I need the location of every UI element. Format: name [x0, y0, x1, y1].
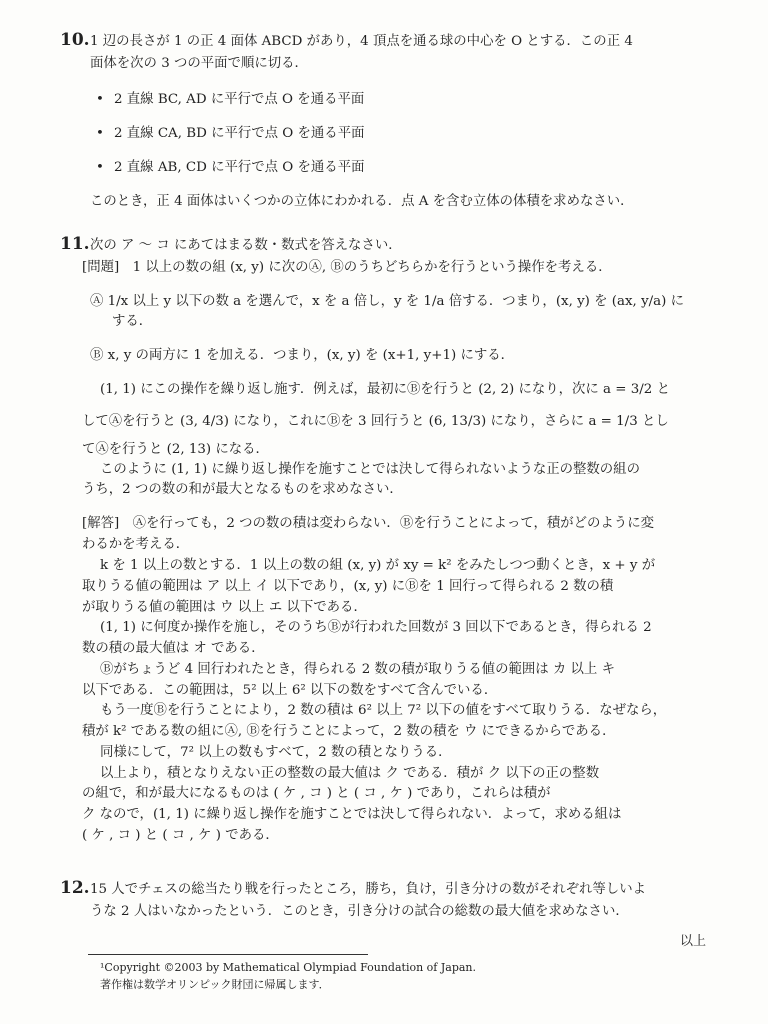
problem-10 [60, 28, 720, 212]
kaitou-line: の組で，和が最大になるものは ( ケ , コ ) と ( コ , ケ ) であり，これらは積が [82, 786, 551, 802]
kaitou-line: が取りうる値の範囲は ウ 以上 エ 以下である． [82, 599, 367, 615]
kaitou-line: 積が k² である数の組にⒶ, Ⓑを行うことによって，2 数の積を ウ にできるからである． [82, 724, 616, 740]
rights-text: 著作権は数学オリンピック財団に帰属します． [100, 977, 330, 991]
bullet-text: 2 直線 BC, AD に平行で点 O を通る平面 [114, 91, 365, 107]
kaitou-line: [解答] Ⓐを行っても，2 つの数の積は変わらない．Ⓑを行うことによって，積がどのように変 [82, 516, 654, 532]
operation-a-cont: する． [112, 313, 153, 329]
problem-text: 面体を次の 3 つの平面で順に切る． [90, 55, 308, 71]
kaitou-line: ク なので，(1, 1) に繰り返し操作を施すことでは決して得られない．よって，求める組は [82, 807, 622, 823]
problem-number: 11. [60, 234, 90, 254]
footnote [100, 960, 476, 993]
bullet-item: • 2 直線 BC, AD に平行で点 O を通る平面 [96, 91, 365, 107]
example-text: (1, 1) にこの操作を繰り返し施す．例えば，最初にⒷを行うと (2, 2) になり，次に a = 3/2 と [100, 381, 670, 397]
problem-text: 15 人でチェスの総当たり戦を行ったところ，勝ち，負け，引き分けの数がそれぞれ等しいよ [90, 882, 646, 897]
problem-text: このとき，正 4 面体はいくつかの立体にわかれる．点 A を含む立体の体積を求めなさい． [90, 193, 634, 209]
bullet-text: 2 直線 CA, BD に平行で点 O を通る平面 [114, 125, 365, 141]
problem-number: 10. [60, 30, 90, 50]
kaitou-line: わるかを考える． [82, 537, 190, 553]
kaitou-line: 以下である．この範囲は，5² 以上 6² 以下の数をすべて含んでいる． [82, 682, 498, 698]
problem-11 [60, 232, 720, 847]
operation-b: Ⓑ x, y の両方に 1 を加える．つまり，(x, y) を (x+1, y+1) にする． [90, 347, 515, 363]
copyright-text: ¹Copyright ©2003 by Mathematical Olympiad Foundation of Japan. [100, 961, 477, 974]
bullet-item: • 2 直線 CA, BD に平行で点 O を通る平面 [96, 125, 365, 141]
problem-12 [60, 876, 720, 922]
kaitou-line: k を 1 以上の数とする．1 以上の数の組 (x, y) が xy = k² をみたしつつ動くとき，x + y が [100, 558, 656, 574]
bullet-text: 2 直線 AB, CD に平行で点 O を通る平面 [114, 159, 365, 175]
kaitou-line: 以上より，積となりえない正の整数の最大値は ク である．積が ク 以下の正の整数 [100, 765, 600, 781]
footnote-divider [88, 954, 368, 955]
kaitou-line: 数の積の最大値は オ である． [82, 641, 265, 657]
example-text: してⒶを行うと (3, 4/3) になり，これにⒷを 3 回行うと (6, 13/3) になり，さらに a = 1/3 とし [82, 414, 669, 430]
kaitou-line: (1, 1) に何度か操作を施し，そのうちⒷが行われた回数が 3 回以下であるとき，得られる 2 [100, 620, 652, 636]
mondai-text: [問題] 1 以上の数の組 (x, y) に次のⒶ, Ⓑのうちどちらかを行うという操作を考える． [82, 259, 612, 275]
problem-text: 1 辺の長さが 1 の正 4 面体 ABCD があり，4 頂点を通る球の中心を O とする．この正 4 [90, 34, 633, 49]
problem-number: 12. [60, 878, 90, 898]
end-mark: 以上 [680, 934, 707, 949]
kaitou-line: 同様にして，7² 以上の数もすべて，2 数の積となりうる． [100, 744, 452, 760]
example-text: てⒶを行うと (2, 13) になる． [82, 442, 269, 458]
problem-text: うな 2 人はいなかったという．このとき，引き分けの試合の総数の最大値を求めなさい． [90, 903, 629, 919]
kaitou-section [60, 514, 720, 846]
bullet-item: • 2 直線 AB, CD に平行で点 O を通る平面 [96, 159, 365, 175]
operation-a: Ⓐ 1/x 以上 y 以下の数 a を選んで，x を a 倍し，y を 1/a 倍する．つまり，(x, y) を (ax, y/a) に [90, 293, 685, 309]
kaitou-line: もう一度Ⓑを行うことにより，2 数の積は 6² 以上 7² 以下の値をすべて取りうる．なぜなら， [100, 703, 667, 719]
kaitou-line: Ⓑがちょうど 4 回行われたとき，得られる 2 数の積が取りうる値の範囲は カ 以上 キ [100, 661, 615, 677]
problem-intro: 次の ア ～ コ にあてはまる数・数式を答えなさい． [90, 238, 402, 253]
kaitou-line: ( ケ , コ ) と ( コ , ケ ) である． [82, 827, 279, 843]
question-text: うち，2 つの数の和が最大となるものを求めなさい． [82, 482, 403, 498]
kaitou-line: 取りうる値の範囲は ア 以上 イ 以下であり，(x, y) にⒷを 1 回行って得られる 2 数の積 [82, 578, 614, 594]
question-text: このように (1, 1) に繰り返し操作を施すことでは決して得られないような正の整数の組の [100, 462, 640, 478]
